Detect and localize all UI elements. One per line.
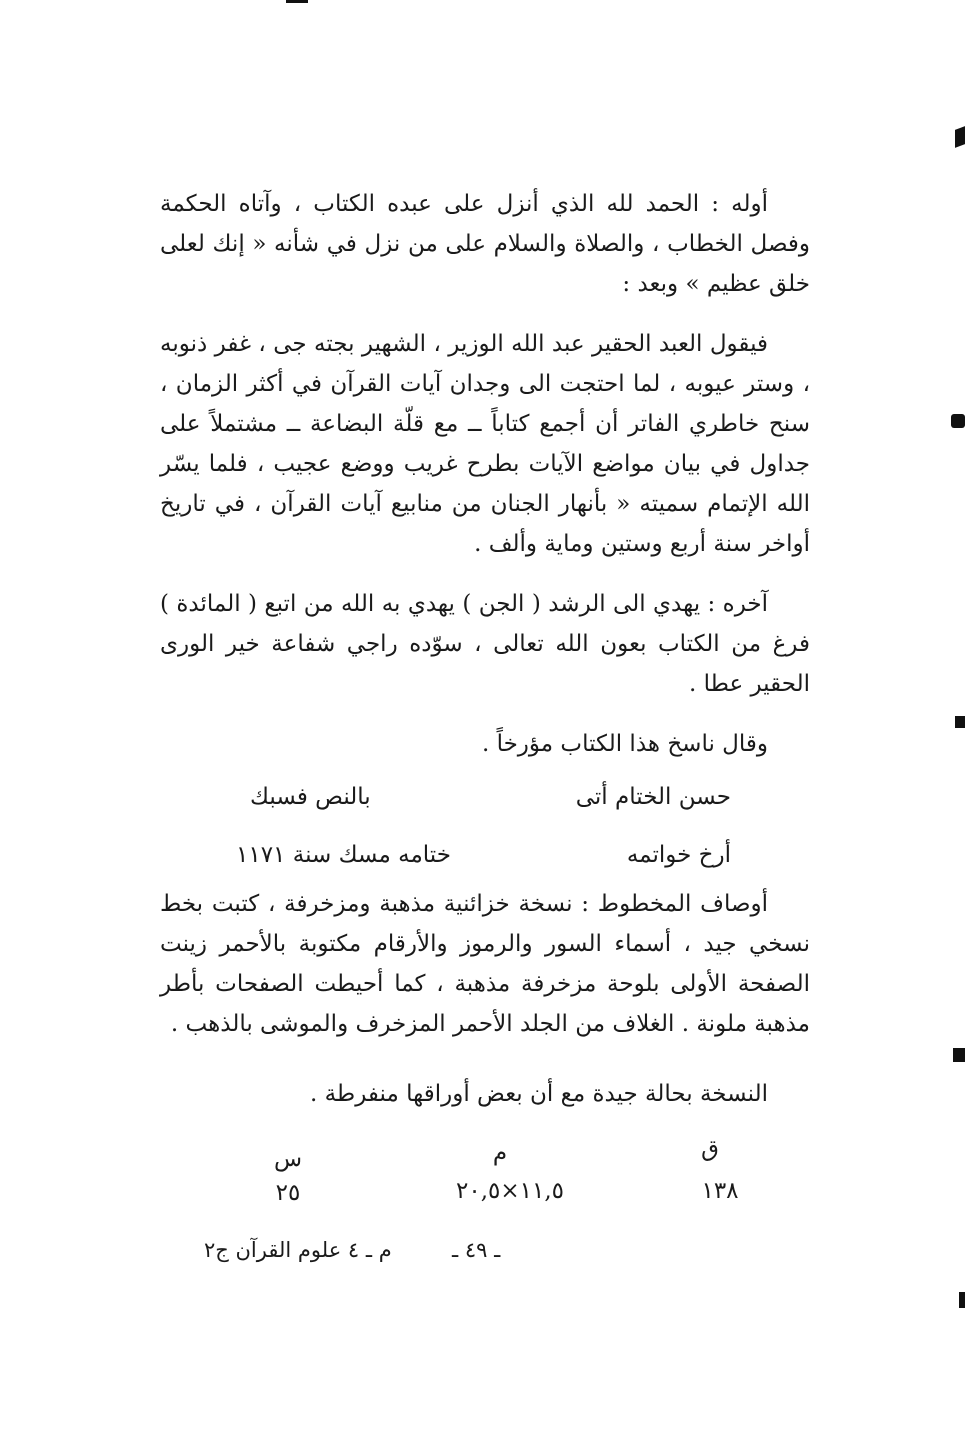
opening-paragraph xyxy=(160,184,810,304)
poem-line2-right: أرخ خواتمه xyxy=(626,842,731,868)
scan-edge-mark xyxy=(951,414,965,428)
poem-line1-left: بالنص فسبك xyxy=(250,784,371,810)
page-number: ـ ٤٩ ـ xyxy=(452,1238,501,1262)
stat-m-label: م xyxy=(492,1140,508,1166)
signature-line: م ـ ٤ علوم القرآن ج٢ xyxy=(204,1238,392,1262)
manuscript-features xyxy=(160,884,810,1044)
scan-edge-mark xyxy=(955,126,965,148)
stat-s-value: ٢٥ xyxy=(275,1180,301,1206)
opening-text: أوله : الحمد لله الذي أنزل على عبده الكتاب ، وآتاه الحكمة وفصل الخطاب ، والصلاة والسلام على من نزل في شأنه « إنك لعلى خلق عظيم » وبعد : xyxy=(160,191,810,297)
scan-edge-mark xyxy=(953,1048,965,1062)
scan-edge-mark xyxy=(959,1292,965,1308)
stat-m-value: ١١,٥×٢٠,٥ xyxy=(455,1178,565,1204)
copyist-text: وقال ناسخ هذا الكتاب مؤرخاً . xyxy=(481,731,768,757)
closing-paragraph xyxy=(160,584,810,704)
closing-text: آخره : يهدي الى الرشد ( الجن ) يهدي به الله من اتبع ( المائدة ) فرغ من الكتاب بعون الله تعالى ، سوّده راجي شفاعة خير الورى الحقير عطا . xyxy=(160,591,810,697)
condition-text: النسخة بحالة جيدة مع أن بعض أوراقها منفرطة . xyxy=(309,1081,768,1107)
stat-q-value: ١٣٨ xyxy=(701,1178,739,1204)
intro-text: فيقول العبد الحقير عبد الله الوزير ، الشهير بجته جى ، غفر ذنوبه ، وستر عيوبه ، لما احتجت الى وجدان آيات القرآن في أكثر الزمان ، سنح خاطري الفاتر أن أجمع كتاباً ــ مع قلّة البضاعة ــ مشتملاً على جداول في بيان مواضع الآيات بطرح غريب ووضع عجيب ، فلما يسّر الله الإتمام سميته « بأنهار الجنان من منابيع آيات القرآن ، في تاريخ أواخر سنة أربع وستين وماية وألف . xyxy=(160,331,810,557)
intro-paragraph xyxy=(160,324,810,564)
manuscript-condition xyxy=(160,1074,810,1114)
poem-line1-right: حسن الختام أتى xyxy=(575,784,731,810)
poem-line2-left: ختامه مسك سنة ١١٧١ xyxy=(236,842,451,868)
stat-q-label: ق xyxy=(701,1136,719,1162)
stat-s-label: س xyxy=(273,1146,303,1172)
scan-edge-mark xyxy=(286,0,308,3)
copyist-paragraph xyxy=(160,724,810,764)
scan-edge-mark xyxy=(955,716,965,728)
features-text: أوصاف المخطوط : نسخة خزائنية مذهبة ومزخرفة ، كتبت بخط نسخي جيد ، أسماء السور والرموز والأرقام مكتوبة بالأحمر زينت الصفحة الأولى بلوحة مزخرفة مذهبة ، كما أحيطت الصفحات بأطر مذهبة ملونة . الغلاف من الجلد الأحمر المزخرف والموشى بالذهب . xyxy=(160,891,810,1037)
